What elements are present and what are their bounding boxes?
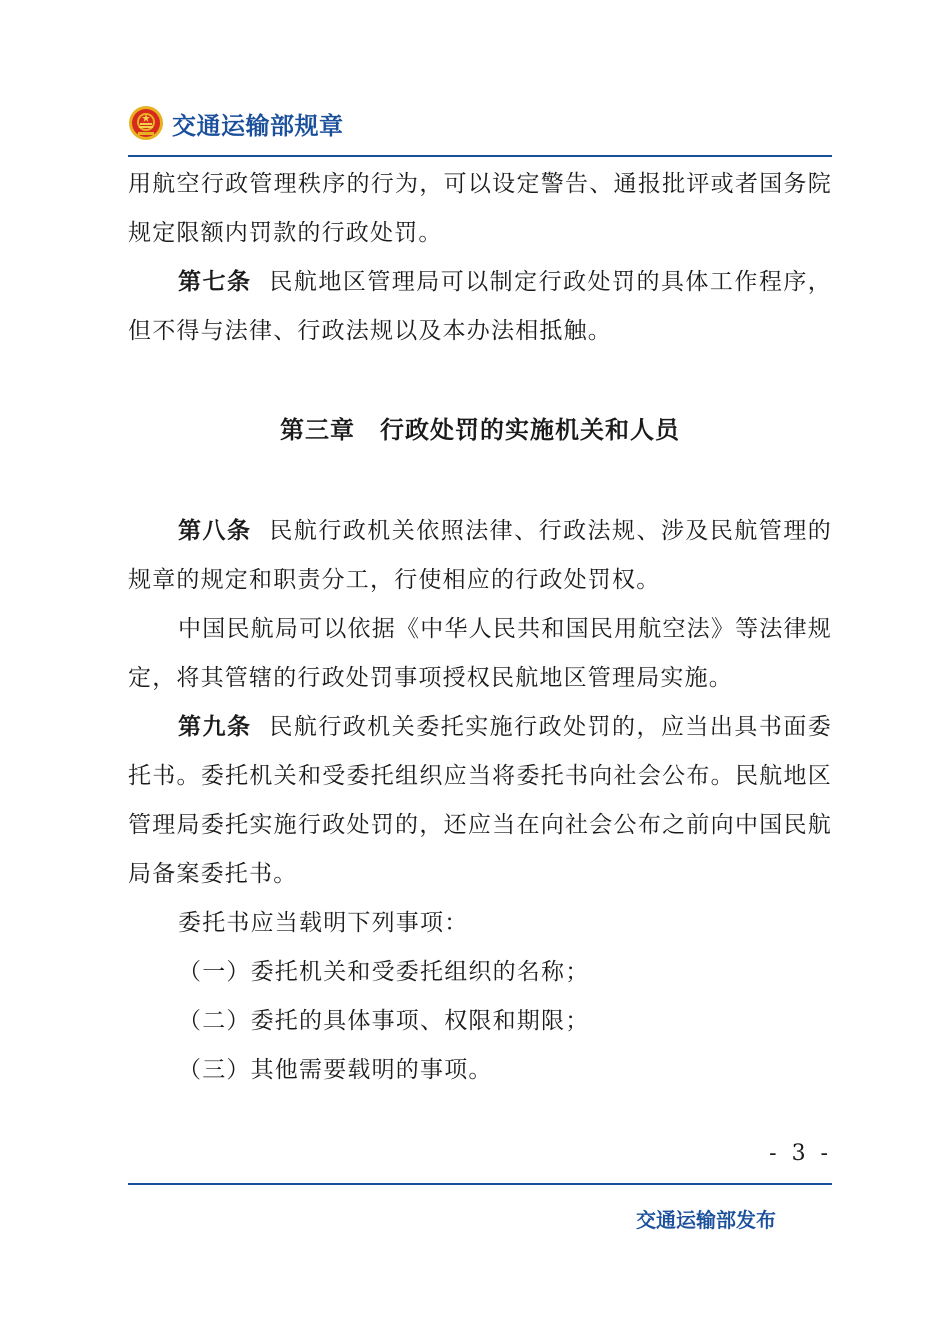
list-item: （三）其他需要载明的事项。 [178, 1057, 493, 1083]
header-divider [128, 155, 832, 157]
article-9-text: 民航行政机关委托实施行政处罚的，应当出具书面委托书。委托机关和受委托组织应当将委托书向社会公布。民航地区管理局委托实施行政处罚的，还应当在向社会公布之前向中国民航局备案委托书。 [128, 714, 832, 887]
article-9-paragraph [128, 703, 832, 899]
article-7-label: 第七条 [178, 269, 252, 295]
page-number: - 3 - [769, 1141, 832, 1166]
list-item: （一）委托机关和受委托组织的名称； [178, 959, 590, 985]
footer-publisher: 交通运输部发布 [636, 1208, 776, 1232]
document-header [128, 100, 344, 146]
header-title: 交通运输部规章 [172, 111, 344, 140]
continued-paragraph: 用航空行政管理秩序的行为，可以设定警告、通报批评或者国务院规定限额内罚款的行政处罚。 [128, 171, 832, 246]
article-8-paragraph-2: 中国民航局可以依据《中华人民共和国民用航空法》等法律规定，将其管辖的行政处罚事项授权民航地区管理局实施。 [128, 616, 832, 691]
chapter-title: 第三章 行政处罚的实施机关和人员 [280, 416, 680, 444]
article-7-text: 民航地区管理局可以制定行政处罚的具体工作程序，但不得与法律、行政法规以及本办法相抵触。 [128, 269, 832, 344]
footer-divider [128, 1183, 832, 1185]
article-8-label: 第八条 [178, 518, 252, 544]
section-continued [128, 160, 832, 356]
article-9-label: 第九条 [178, 714, 252, 740]
article-8-text: 民航行政机关依照法律、行政法规、涉及民航管理的规章的规定和职责分工，行使相应的行政处罚权。 [128, 518, 832, 593]
article-9-paragraph-2: 委托书应当载明下列事项： [178, 910, 469, 936]
list-item: （二）委托的具体事项、权限和期限； [178, 1008, 590, 1034]
article-8-paragraph [128, 507, 832, 605]
section-chapter-3 [128, 507, 832, 1095]
article-7-paragraph [128, 258, 832, 356]
national-emblem-icon [128, 105, 164, 141]
